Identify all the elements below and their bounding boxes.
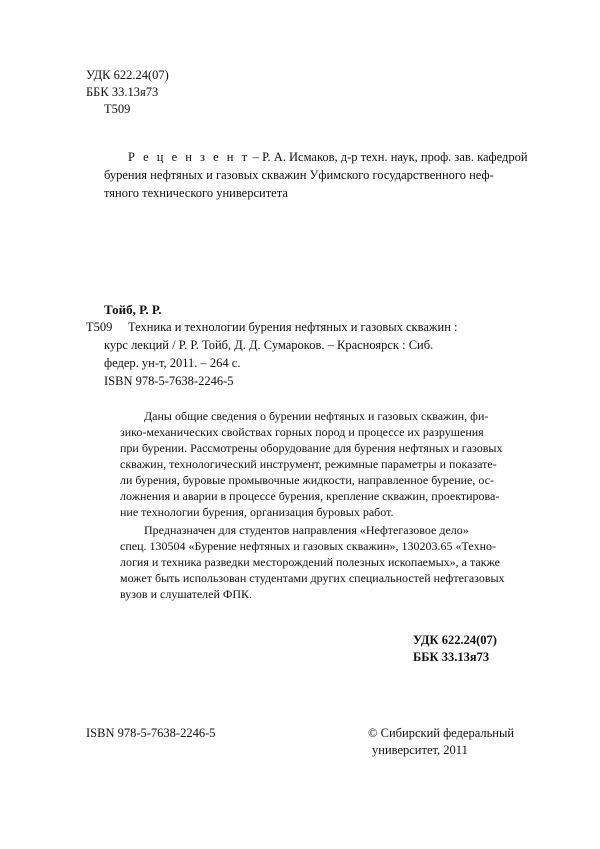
- abstract-p1-line: зико-механических свойствах горных пород и процессе их разрушения: [120, 425, 484, 439]
- catalog-author: Тойб, Р. Р.: [104, 302, 162, 317]
- abstract-p1-line: при бурении. Рассмотрены оборудование для бурения нефтяных и газовых: [120, 441, 503, 455]
- udk-code: УДК 622.24(07): [86, 68, 169, 82]
- reviewer-info: – Р. А. Исмаков, д-р техн. наук, проф. зав. кафедрой: [249, 150, 528, 164]
- author-mark: Т509: [104, 102, 131, 116]
- abstract: [120, 409, 550, 609]
- index-udk: УДК 622.24(07): [413, 633, 497, 647]
- reviewer-line-1: [128, 150, 528, 165]
- abstract-p2-line: вузов и слушателей ФПК.: [120, 587, 253, 601]
- catalog-mark: Т509: [86, 320, 113, 334]
- reviewer-line-3: тяного технического университета: [104, 186, 288, 200]
- reviewer-line-2: бурения нефтяных и газовых скважин Уфимского государственного неф-: [104, 168, 494, 182]
- abstract-p1-line: ложнения и аварии в процессе бурения, крепление скважин, проектирова-: [120, 489, 500, 503]
- abstract-p2-line: спец. 130504 «Бурение нефтяных и газовых скважин», 130203.65 «Техно-: [120, 539, 496, 553]
- copyright-line-2: университет, 2011: [372, 743, 468, 757]
- catalog-line-2: курс лекций / Р. Р. Тойб, Д. Д. Сумароков. – Красноярск : Сиб.: [104, 338, 434, 352]
- copyright-line-1: © Сибирский федеральный: [368, 726, 515, 740]
- reviewer-label: Р е ц е н з е н т: [128, 150, 250, 164]
- abstract-p2-line: логия и техника разведки месторождений полезных ископаемых», а также: [120, 555, 500, 569]
- catalog-description: [104, 320, 544, 392]
- index-bbk: ББК 33.13я73: [413, 650, 490, 664]
- abstract-p1-line: ли бурения, буровые промывочные жидкости, направленное бурение, ос-: [120, 473, 494, 487]
- abstract-p1-line: Даны общие сведения о бурении нефтяных и газовых скважин, фи-: [144, 409, 489, 423]
- abstract-p2-line: может быть использован студентами других специальностей нефтегазовых: [120, 571, 505, 585]
- catalog-isbn: ISBN 978-5-7638-2246-5: [104, 374, 234, 388]
- footer-isbn: ISBN 978-5-7638-2246-5: [86, 726, 216, 740]
- abstract-p2-line: Предназначен для студентов направления «Нефтегазовое дело»: [144, 523, 469, 537]
- catalog-line-1: Техника и технологии бурения нефтяных и газовых скважин :: [128, 320, 458, 334]
- abstract-p1-line: ние технологии бурения, организация буровых работ.: [120, 505, 394, 519]
- bbk-code: ББК 33.13я73: [86, 85, 159, 99]
- abstract-p1-line: скважин, технологический инструмент, режимные параметры и показате-: [120, 457, 497, 471]
- catalog-line-3: федер. ун-т, 2011. – 264 с.: [104, 356, 241, 370]
- reviewer-block: [104, 150, 544, 206]
